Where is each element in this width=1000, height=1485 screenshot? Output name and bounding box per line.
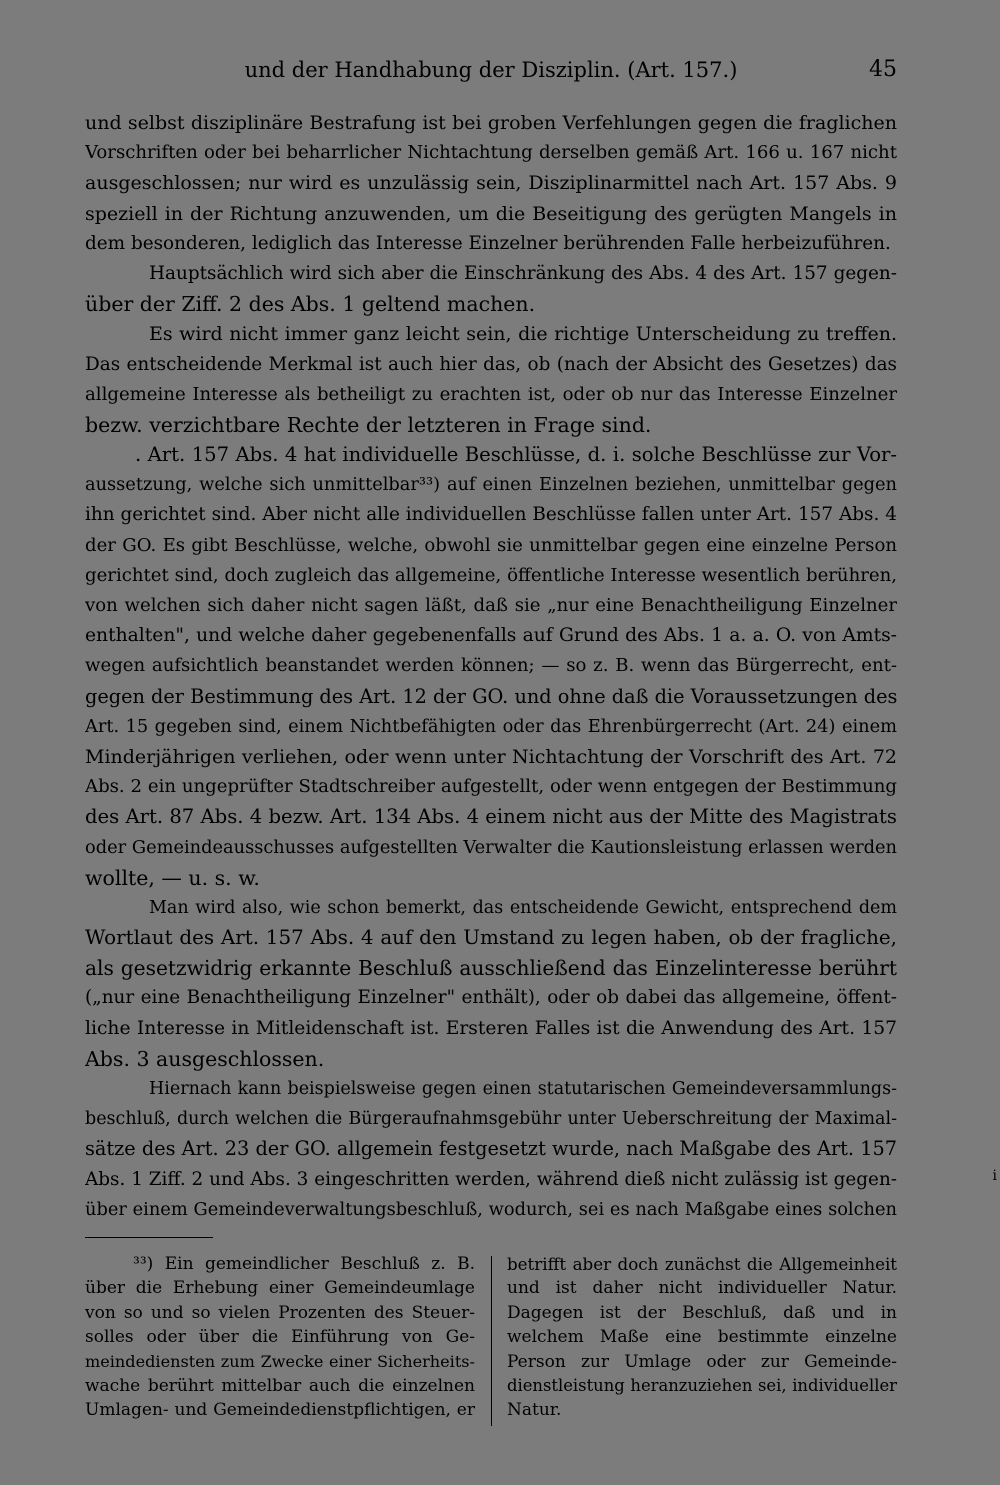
text-line: des Art. 87 Abs. 4 bezw. Art. 134 Abs. 4 einem nicht aus der Mitte des Magistrats [85,805,897,829]
footnote-line: Natur. [507,1400,562,1421]
text-line: Wortlaut des Art. 157 Abs. 4 auf den Umstand zu legen haben, ob der fragliche, [85,926,897,950]
text-line: der GO. Es gibt Beschlüsse, welche, obwohl sie unmittelbar gegen eine einzelne Person [85,534,897,556]
footnote-line: von so und so vielen Prozenten des Steuer- [85,1302,475,1323]
footnote-line: betrifft aber doch zunächst die Allgemeinheit [507,1254,897,1274]
text-line: wollte, — u. s. w. [85,865,260,890]
footnote-line: wache berührt mittelbar auch die einzelnen [85,1375,475,1396]
margin-mark: i [992,1168,997,1184]
text-line: als gesetzwidrig erkannte Beschluß ausschließend das Einzelinteresse berührt [85,956,897,981]
footnote-line: über die Erhebung einer Gemeindeumlage [85,1278,475,1299]
running-title: und der Handhabung der Disziplin. (Art. 157.) [244,58,738,82]
text-line: von welchen sich daher nicht sagen läßt, daß sie „nur eine Benachtheiligung Einzelner [85,595,897,616]
text-line: dem besonderen, lediglich das Interesse Einzelner berührenden Falle herbeizuführen. [85,232,891,254]
text-line: oder Gemeindeausschusses aufgestellten Verwalter die Kautionsleistung erlassen werden [85,836,897,858]
text-line: Abs. 2 ein ungeprüfter Stadtschreiber aufgestellt, oder wenn entgegen der Bestimmung [85,776,897,798]
footnote-line: und ist daher nicht individueller Natur. [507,1278,897,1299]
text-line: Abs. 3 ausgeschlossen. [85,1046,325,1071]
footnote-line: ³³) Ein gemeindlicher Beschluß z. B. [133,1254,475,1274]
text-line: Hauptsächlich wird sich aber die Einschränkung des Abs. 4 des Art. 157 gegen- [149,262,897,284]
footnote-rule [85,1237,213,1238]
text-line: gegen der Bestimmung des Art. 12 der GO. und ohne daß die Voraussetzungen des [85,684,897,708]
text-line: ihn gerichtet sind. Aber nicht alle individuellen Beschlüsse fallen unter Art. 157 Abs. 4 [85,504,897,526]
text-line: über der Ziff. 2 des Abs. 1 geltend machen. [85,292,536,317]
text-line: Es wird nicht immer ganz leicht sein, die richtige Unterscheidung zu treffen. [149,323,897,346]
footnote-line: meindediensten zum Zwecke einer Sicherheits- [85,1351,475,1371]
text-line: und selbst disziplinäre Bestrafung ist bei groben Verfehlungen gegen die fraglichen [85,112,897,134]
text-line: bezw. verzichtbare Rechte der letzteren in Frage sind. [85,412,652,437]
footnote-line: dienstleistung heranzuziehen sei, individueller [507,1375,897,1395]
text-line: beschluß, durch welchen die Bürgeraufnahmsgebühr unter Ueberschreitung der Maximal- [85,1109,897,1130]
text-line: ausgeschlossen; nur wird es unzulässig sein, Disziplinarmittel nach Art. 157 Abs. 9 [85,172,897,195]
text-line: Art. 15 gegeben sind, einem Nichtbefähigten oder das Ehrenbürgerrecht (Art. 24) einem [85,715,897,737]
text-line: liche Interesse in Mitleidenschaft ist. Ersteren Falles ist die Anwendung des Art. 157 [85,1017,897,1039]
text-line: Abs. 1 Ziff. 2 und Abs. 3 eingeschritten werden, während dieß nicht zulässig ist gegen- [85,1168,897,1190]
footnote-line: Dagegen ist der Beschluß, daß und in [507,1302,897,1323]
text-line: wegen aufsichtlich beanstandet werden können; — so z. B. wenn das Bürgerrecht, ent- [85,655,897,677]
footnote-line: Umlagen- und Gemeindedienstpflichtigen, er [85,1400,475,1421]
footnote-right-column [507,1252,897,1423]
footnote-line: Person zur Umlage oder zur Gemeinde- [507,1351,897,1372]
text-line: sätze des Art. 23 der GO. allgemein festgesetzt wurde, nach Maßgabe des Art. 157 [85,1137,897,1161]
footnote-line: solles oder über die Einführung von Ge- [85,1327,475,1348]
text-line: Hiernach kann beispielsweise gegen einen statutarischen Gemeindeversammlungs- [149,1079,897,1099]
footnote-line: welchem Maße eine bestimmte einzelne [507,1327,897,1348]
text-line: über einem Gemeindeverwaltungsbeschluß, wodurch, sei es nach Maßgabe eines solchen [85,1198,897,1220]
text-line: allgemeine Interesse als betheiligt zu erachten ist, oder ob nur das Interesse Einzelner [85,383,897,405]
text-line: . Art. 157 Abs. 4 hat individuelle Beschlüsse, d. i. solche Beschlüsse zur Vor- [135,443,897,467]
text-line: Man wird also, wie schon bemerkt, das entscheidende Gewicht, entsprechend dem [149,897,897,918]
text-line: enthalten", und welche daher gegebenenfalls auf Grund des Abs. 1 a. a. O. von Amts- [85,625,897,647]
page-number: 45 [869,57,897,82]
footnote-left-column [85,1252,475,1423]
text-line: („nur eine Benachtheiligung Einzelner" enthält), oder ob dabei das allgemeine, öffent- [85,987,897,1009]
text-line: aussetzung, welche sich unmittelbar³³) auf einen Einzelnen beziehen, unmittelbar gegen [85,474,897,496]
text-line: gerichtet sind, doch zugleich das allgemeine, öffentliche Interesse wesentlich berühren, [85,564,897,586]
text-line: Vorschriften oder bei beharrlicher Nichtachtung derselben gemäß Art. 166 u. 167 nicht [85,142,897,164]
footnote-column-divider [491,1256,492,1426]
body-text [85,108,897,1225]
text-line: Minderjährigen verliehen, oder wenn unter Nichtachtung der Vorschrift des Art. 72 [85,745,897,768]
running-head [85,56,897,88]
text-line: Das entscheidende Merkmal ist auch hier das, ob (nach der Absicht des Gesetzes) das [85,353,897,375]
text-line: speziell in der Richtung anzuwenden, um die Beseitigung des gerügten Mangels in [85,202,897,225]
